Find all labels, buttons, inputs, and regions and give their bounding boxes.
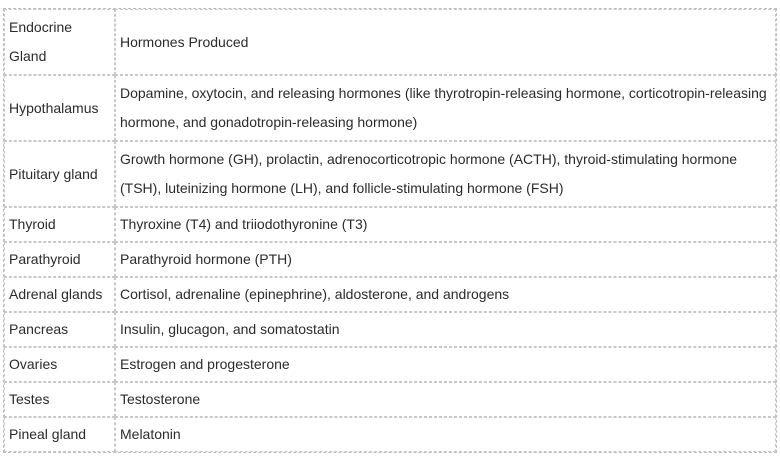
table-row xyxy=(4,207,776,242)
endocrine-table xyxy=(3,8,777,453)
gland-cell: Pineal gland xyxy=(4,417,115,452)
hormones-cell: Dopamine, oxytocin, and releasing hormones (like thyrotropin-releasing hormone, corticotropin-releasing hormone, and gonadotropin-releasing hormone) xyxy=(115,75,776,141)
hormones-cell: Estrogen and progesterone xyxy=(115,347,776,382)
gland-cell: Thyroid xyxy=(4,207,115,242)
gland-cell: Adrenal glands xyxy=(4,277,115,312)
table-row xyxy=(4,141,776,207)
hormones-cell: Melatonin xyxy=(115,417,776,452)
document-body xyxy=(3,8,777,453)
table-row xyxy=(4,75,776,141)
table-row xyxy=(4,382,776,417)
table-row xyxy=(4,312,776,347)
gland-cell: Pancreas xyxy=(4,312,115,347)
table-row xyxy=(4,417,776,452)
header-gland-cell: Endocrine Gland xyxy=(4,9,115,75)
hormones-cell: Insulin, glucagon, and somatostatin xyxy=(115,312,776,347)
hormones-cell: Thyroxine (T4) and triiodothyronine (T3) xyxy=(115,207,776,242)
gland-cell: Testes xyxy=(4,382,115,417)
hormones-cell: Growth hormone (GH), prolactin, adrenocorticotropic hormone (ACTH), thyroid-stimulating hormone (TSH), luteinizing hormone (LH), and follicle-stimulating hormone (FSH) xyxy=(115,141,776,207)
table-row xyxy=(4,347,776,382)
gland-cell: Parathyroid xyxy=(4,242,115,277)
table-row xyxy=(4,242,776,277)
header-hormones-cell: Hormones Produced xyxy=(115,9,776,75)
table-row xyxy=(4,277,776,312)
table-header-row xyxy=(4,9,776,75)
hormones-cell: Testosterone xyxy=(115,382,776,417)
hormones-cell: Cortisol, adrenaline (epinephrine), aldosterone, and androgens xyxy=(115,277,776,312)
gland-cell: Ovaries xyxy=(4,347,115,382)
gland-cell: Hypothalamus xyxy=(4,75,115,141)
hormones-cell: Parathyroid hormone (PTH) xyxy=(115,242,776,277)
gland-cell: Pituitary gland xyxy=(4,141,115,207)
